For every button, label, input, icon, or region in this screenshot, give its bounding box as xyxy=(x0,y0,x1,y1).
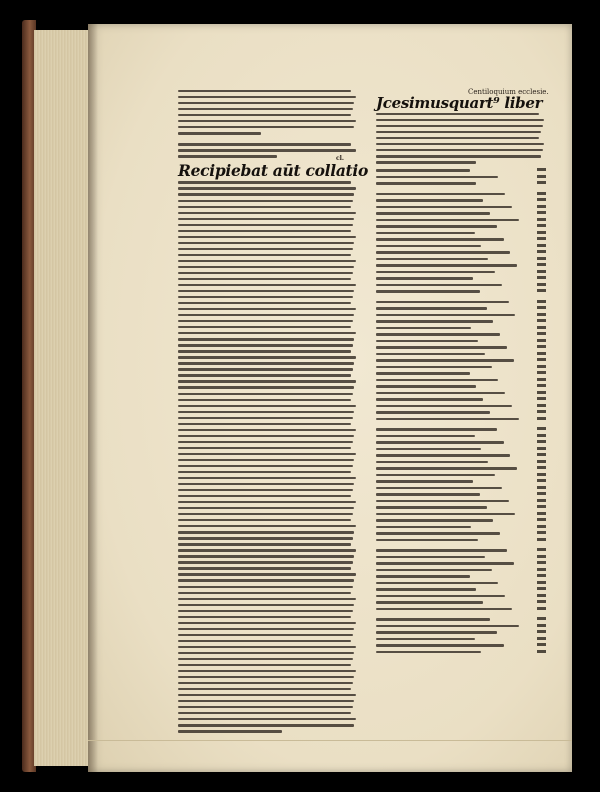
text-line xyxy=(178,453,358,458)
left-column-heading: Recipiebat aūt collatio xyxy=(178,160,369,180)
text-line xyxy=(178,429,358,434)
toc-chapter-number xyxy=(537,231,546,234)
text-line xyxy=(178,405,358,410)
right-column-heading: Jcesimusquart⁹ liber xyxy=(376,94,543,112)
text-line xyxy=(178,386,358,391)
toc-chapter-number xyxy=(537,319,546,322)
toc-chapter-number xyxy=(537,574,546,577)
toc-chapter-number xyxy=(537,581,546,584)
toc-chapter-number xyxy=(537,313,546,316)
toc-chapter-number xyxy=(537,198,546,201)
text-line xyxy=(178,120,358,125)
toc-chapter-number xyxy=(537,224,546,227)
right-text-column xyxy=(376,90,546,655)
toc-chapter-number xyxy=(537,397,546,400)
text-line xyxy=(178,350,358,355)
text-line xyxy=(178,260,358,265)
toc-chapter-number xyxy=(537,624,546,627)
toc-chapter-number xyxy=(537,531,546,534)
text-line xyxy=(178,308,358,313)
text-line xyxy=(178,592,358,597)
text-line xyxy=(178,338,358,343)
text-line xyxy=(178,224,358,229)
toc-chapter-number xyxy=(537,276,546,279)
text-line xyxy=(178,411,358,416)
text-line xyxy=(178,374,358,379)
text-line xyxy=(178,326,358,331)
text-line xyxy=(178,694,358,699)
toc-chapter-number xyxy=(537,440,546,443)
text-line xyxy=(178,423,358,428)
toc-chapter-number xyxy=(537,300,546,303)
toc-chapter-number xyxy=(537,326,546,329)
toc-chapter-number xyxy=(537,486,546,489)
table-of-contents xyxy=(376,167,546,655)
toc-chapter-number xyxy=(537,168,546,171)
text-line xyxy=(178,573,358,578)
toc-chapter-number xyxy=(537,205,546,208)
text-line xyxy=(178,200,358,205)
toc-chapter-number xyxy=(537,453,546,456)
toc-chapter-number xyxy=(537,384,546,387)
text-line xyxy=(178,155,358,160)
toc-chapter-number xyxy=(537,492,546,495)
text-line xyxy=(178,598,358,603)
toc-chapter-number xyxy=(537,306,546,309)
toc-chapter-number xyxy=(537,587,546,590)
text-line xyxy=(178,646,358,651)
text-line xyxy=(178,356,358,361)
text-line xyxy=(178,344,358,349)
text-line xyxy=(178,399,358,404)
toc-chapter-number xyxy=(537,237,546,240)
toc-entry xyxy=(376,537,546,544)
text-line xyxy=(178,604,358,609)
text-line xyxy=(178,447,358,452)
toc-chapter-number xyxy=(537,410,546,413)
left-text-column xyxy=(178,90,369,736)
text-line xyxy=(178,567,358,572)
text-line xyxy=(178,393,358,398)
toc-chapter-number xyxy=(537,447,546,450)
toc-chapter-number xyxy=(537,512,546,515)
toc-chapter-number xyxy=(537,352,546,355)
toc-chapter-number xyxy=(537,175,546,178)
toc-chapter-number xyxy=(537,270,546,273)
text-line xyxy=(376,155,546,160)
text-line xyxy=(178,634,358,639)
toc-chapter-number xyxy=(537,339,546,342)
text-line xyxy=(178,616,358,621)
toc-chapter-number xyxy=(537,263,546,266)
text-line xyxy=(178,525,358,530)
toc-entry xyxy=(376,288,546,295)
toc-chapter-number xyxy=(537,473,546,476)
text-line xyxy=(178,682,358,687)
text-line xyxy=(178,302,358,307)
text-line xyxy=(376,137,546,142)
text-line xyxy=(178,362,358,367)
toc-chapter-number xyxy=(537,244,546,247)
text-line xyxy=(178,278,358,283)
text-line xyxy=(178,628,358,633)
text-line xyxy=(178,664,358,669)
toc-chapter-number xyxy=(537,434,546,437)
toc-chapter-number xyxy=(537,289,546,292)
toc-chapter-number xyxy=(537,637,546,640)
text-line xyxy=(178,712,358,717)
toc-entry xyxy=(376,180,546,187)
running-head: Centiloquium ecclesie. xyxy=(468,88,549,96)
text-line xyxy=(178,652,358,657)
text-line xyxy=(376,125,546,130)
page-gutter xyxy=(88,24,98,772)
page-bottom-rule xyxy=(88,740,572,741)
toc-chapter-number xyxy=(537,257,546,260)
text-line xyxy=(178,254,358,259)
text-line xyxy=(178,586,358,591)
toc-chapter-number xyxy=(537,499,546,502)
text-line xyxy=(178,724,358,729)
text-line xyxy=(178,688,358,693)
text-line xyxy=(178,368,358,373)
text-line xyxy=(178,417,358,422)
text-line xyxy=(178,236,358,241)
toc-chapter-number xyxy=(537,345,546,348)
toc-chapter-number xyxy=(537,391,546,394)
toc-chapter-number xyxy=(537,505,546,508)
toc-chapter-number xyxy=(537,460,546,463)
text-line xyxy=(178,187,358,192)
text-line xyxy=(178,477,358,482)
text-line xyxy=(178,248,358,253)
text-line xyxy=(178,114,358,119)
toc-chapter-number xyxy=(537,538,546,541)
toc-entry xyxy=(376,649,546,656)
toc-chapter-number xyxy=(537,630,546,633)
text-line xyxy=(376,149,546,154)
toc-chapter-number xyxy=(537,427,546,430)
text-line xyxy=(178,290,358,295)
text-line xyxy=(178,531,358,536)
toc-chapter-number xyxy=(537,561,546,564)
text-line xyxy=(178,489,358,494)
text-line xyxy=(178,555,358,560)
toc-chapter-number xyxy=(537,218,546,221)
text-line xyxy=(178,212,358,217)
left-text-block-top xyxy=(178,90,358,160)
toc-chapter-number xyxy=(537,283,546,286)
toc-chapter-number xyxy=(537,365,546,368)
toc-chapter-number xyxy=(537,417,546,420)
toc-chapter-number xyxy=(537,568,546,571)
toc-chapter-number xyxy=(537,479,546,482)
toc-chapter-number xyxy=(537,250,546,253)
text-line xyxy=(178,218,358,223)
text-line xyxy=(178,193,358,198)
toc-chapter-number xyxy=(537,181,546,184)
text-line xyxy=(178,537,358,542)
text-line xyxy=(178,90,358,95)
text-line xyxy=(178,676,358,681)
text-line xyxy=(178,670,358,675)
toc-chapter-number xyxy=(537,525,546,528)
text-line xyxy=(178,700,358,705)
text-line xyxy=(376,161,546,166)
toc-chapter-number xyxy=(537,518,546,521)
text-line xyxy=(178,96,358,101)
text-line xyxy=(178,610,358,615)
toc-chapter-number xyxy=(537,358,546,361)
text-line xyxy=(178,495,358,500)
chapter-marker: cl. xyxy=(336,155,345,162)
text-line xyxy=(178,272,358,277)
toc-chapter-number xyxy=(537,650,546,653)
text-line xyxy=(178,435,358,440)
text-line xyxy=(178,465,358,470)
text-line xyxy=(178,126,358,131)
text-line xyxy=(178,501,358,506)
text-line xyxy=(178,459,358,464)
toc-chapter-number xyxy=(537,555,546,558)
right-intro-block xyxy=(376,113,546,166)
toc-chapter-number xyxy=(537,466,546,469)
text-line xyxy=(178,441,358,446)
toc-chapter-number xyxy=(537,378,546,381)
text-line xyxy=(178,108,358,113)
text-line xyxy=(178,730,358,735)
text-line xyxy=(178,543,358,548)
toc-entry xyxy=(376,606,546,613)
text-line xyxy=(178,132,358,137)
text-line xyxy=(376,113,546,118)
toc-chapter-number xyxy=(537,371,546,374)
text-line xyxy=(178,718,358,723)
text-line xyxy=(178,579,358,584)
text-line xyxy=(178,102,358,107)
toc-chapter-number xyxy=(537,548,546,551)
text-line xyxy=(178,507,358,512)
text-line xyxy=(178,471,358,476)
text-line xyxy=(376,143,546,148)
text-line xyxy=(178,314,358,319)
text-line xyxy=(178,483,358,488)
text-line xyxy=(178,640,358,645)
text-line xyxy=(376,131,546,136)
toc-chapter-number xyxy=(537,643,546,646)
text-line xyxy=(376,119,546,124)
text-line xyxy=(178,513,358,518)
toc-chapter-number xyxy=(537,617,546,620)
text-line xyxy=(178,143,358,148)
toc-chapter-number xyxy=(537,600,546,603)
toc-chapter-number xyxy=(537,332,546,335)
text-line xyxy=(178,296,358,301)
text-line xyxy=(178,206,358,211)
text-line xyxy=(178,230,358,235)
text-line xyxy=(178,380,358,385)
text-line xyxy=(178,181,358,186)
text-line xyxy=(178,149,358,154)
toc-chapter-number xyxy=(537,594,546,597)
toc-chapter-number xyxy=(537,211,546,214)
text-line xyxy=(178,284,358,289)
text-line xyxy=(178,332,358,337)
left-text-block-body xyxy=(178,181,358,734)
text-line xyxy=(178,561,358,566)
page-edges xyxy=(34,30,90,766)
text-line xyxy=(178,266,358,271)
toc-chapter-number xyxy=(537,404,546,407)
text-line xyxy=(178,706,358,711)
text-line xyxy=(178,320,358,325)
toc-chapter-number xyxy=(537,607,546,610)
toc-chapter-number xyxy=(537,192,546,195)
text-line xyxy=(178,658,358,663)
text-line xyxy=(178,622,358,627)
text-line xyxy=(178,519,358,524)
text-line xyxy=(178,242,358,247)
toc-entry xyxy=(376,416,546,423)
text-line xyxy=(178,549,358,554)
